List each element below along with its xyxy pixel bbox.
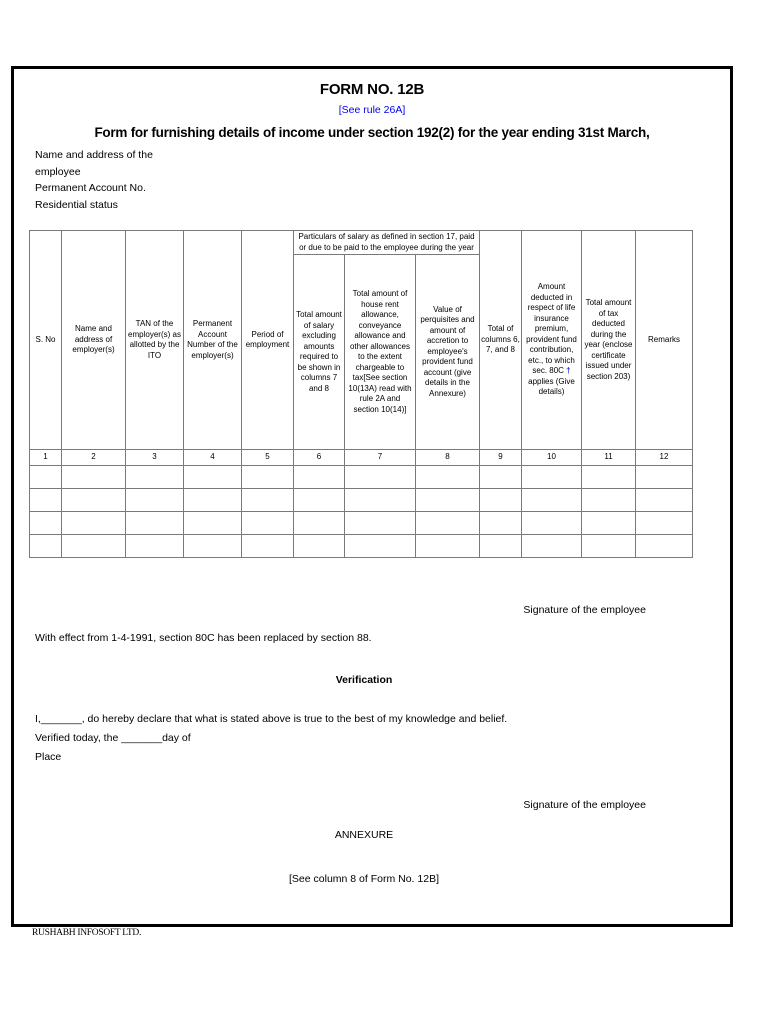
table-cell[interactable] bbox=[242, 466, 294, 489]
column-number-5: 5 bbox=[242, 450, 294, 466]
table-cell[interactable] bbox=[582, 512, 636, 535]
column-number-12: 12 bbox=[636, 450, 693, 466]
employee-detail-line: employee bbox=[35, 165, 81, 178]
employee-detail-line: Name and address of the bbox=[35, 149, 153, 161]
signature-label-bottom: Signature of the employee bbox=[523, 799, 646, 811]
column-number-1: 1 bbox=[30, 450, 62, 466]
table-cell[interactable] bbox=[582, 535, 636, 558]
table-cell[interactable] bbox=[345, 466, 416, 489]
table-cell[interactable] bbox=[242, 489, 294, 512]
table-cell[interactable] bbox=[480, 535, 522, 558]
column-number-2: 2 bbox=[62, 450, 126, 466]
company-footer: RUSHABH INFOSOFT LTD. bbox=[32, 928, 142, 938]
table-row bbox=[30, 489, 693, 512]
table-cell[interactable] bbox=[62, 512, 126, 535]
table-row bbox=[30, 535, 693, 558]
column-number-8: 8 bbox=[416, 450, 480, 466]
table-cell[interactable] bbox=[62, 489, 126, 512]
table-cell[interactable] bbox=[126, 512, 184, 535]
dagger-icon: † bbox=[566, 366, 571, 376]
column-header-10-text-a: Amount deducted in respect of life insurance premium, provident fund contribution, etc., to which sec. 80C bbox=[526, 282, 577, 376]
table-cell[interactable] bbox=[126, 535, 184, 558]
table-cell[interactable] bbox=[480, 489, 522, 512]
table-cell[interactable] bbox=[126, 466, 184, 489]
table-cell[interactable] bbox=[416, 489, 480, 512]
declaration-line: I,_______, do hereby declare that what is stated above is true to the best of my knowledge and belief. bbox=[35, 713, 508, 725]
table-span-header-row bbox=[30, 231, 693, 255]
column-header-2: Name and address of employer(s) bbox=[62, 231, 126, 450]
table-cell[interactable] bbox=[294, 489, 345, 512]
signature-label-top: Signature of the employee bbox=[523, 604, 646, 616]
table-cell[interactable] bbox=[62, 466, 126, 489]
table-cell[interactable] bbox=[30, 512, 62, 535]
table-cell[interactable] bbox=[636, 512, 693, 535]
column-number-11: 11 bbox=[582, 450, 636, 466]
table-cell[interactable] bbox=[30, 466, 62, 489]
column-number-7: 7 bbox=[345, 450, 416, 466]
particulars-of-salary-span-header: Particulars of salary as defined in section 17, paid or due to be paid to the employee during the year bbox=[294, 231, 480, 255]
column-header-1: S. No bbox=[30, 231, 62, 450]
column-header-3: TAN of the employer(s) as allotted by the ITO bbox=[126, 231, 184, 450]
table-cell[interactable] bbox=[345, 535, 416, 558]
table-cell[interactable] bbox=[184, 466, 242, 489]
employee-details-block bbox=[14, 147, 730, 213]
table-cell[interactable] bbox=[184, 535, 242, 558]
page-title: FORM NO. 12B bbox=[319, 81, 425, 98]
table-cell[interactable] bbox=[416, 512, 480, 535]
salary-table-wrapper bbox=[14, 230, 730, 558]
column-header-9: Total of columns 6, 7, and 8 bbox=[480, 231, 522, 450]
table-cell[interactable] bbox=[345, 489, 416, 512]
rule-reference: [See rule 26A] bbox=[338, 104, 406, 116]
table-cell[interactable] bbox=[480, 512, 522, 535]
table-cell[interactable] bbox=[636, 489, 693, 512]
table-cell[interactable] bbox=[522, 466, 582, 489]
table-cell[interactable] bbox=[184, 489, 242, 512]
table-empty-rows-body bbox=[30, 466, 693, 558]
document-body bbox=[14, 81, 730, 936]
column-header-11: Total amount of tax deducted during the year (enclose certificate issued under section 203) bbox=[582, 231, 636, 450]
table-cell[interactable] bbox=[294, 535, 345, 558]
table-cell[interactable] bbox=[30, 489, 62, 512]
column-number-10: 10 bbox=[522, 450, 582, 466]
salary-details-table bbox=[29, 230, 693, 558]
table-cell[interactable] bbox=[522, 512, 582, 535]
table-cell[interactable] bbox=[345, 512, 416, 535]
table-cell[interactable] bbox=[294, 512, 345, 535]
declaration-block bbox=[14, 710, 730, 767]
table-row bbox=[30, 512, 693, 535]
table-cell[interactable] bbox=[242, 512, 294, 535]
annexure-heading: ANNEXURE bbox=[334, 829, 394, 841]
verified-today-line: Verified today, the _______day of bbox=[35, 732, 191, 744]
column-header-5: Period of employment bbox=[242, 231, 294, 450]
table-cell[interactable] bbox=[294, 466, 345, 489]
table-cell[interactable] bbox=[522, 535, 582, 558]
employee-detail-line: Residential status bbox=[35, 198, 118, 211]
employee-detail-line: Permanent Account No. bbox=[35, 182, 146, 194]
table-cell[interactable] bbox=[126, 489, 184, 512]
table-cell[interactable] bbox=[522, 489, 582, 512]
table-cell[interactable] bbox=[416, 466, 480, 489]
table-cell[interactable] bbox=[62, 535, 126, 558]
table-cell[interactable] bbox=[242, 535, 294, 558]
column-header-10 bbox=[522, 231, 582, 450]
column-number-9: 9 bbox=[480, 450, 522, 466]
column-number-6: 6 bbox=[294, 450, 345, 466]
table-row bbox=[30, 466, 693, 489]
column-header-4: Permanent Account Number of the employer(s) bbox=[184, 231, 242, 450]
table-cell[interactable] bbox=[30, 535, 62, 558]
column-number-3: 3 bbox=[126, 450, 184, 466]
column-header-6: Total amount of salary excluding amounts required to be shown in columns 7 and 8 bbox=[294, 255, 345, 450]
document-page-frame bbox=[11, 66, 733, 927]
annexure-reference: [See column 8 of Form No. 12B] bbox=[289, 873, 439, 885]
column-header-12: Remarks bbox=[636, 231, 693, 450]
page-subtitle: Form for furnishing details of income under section 192(2) for the year ending 31st March, bbox=[94, 125, 650, 140]
table-cell[interactable] bbox=[636, 535, 693, 558]
section-80c-footnote: With effect from 1-4-1991, section 80C has been replaced by section 88. bbox=[35, 632, 372, 644]
table-cell[interactable] bbox=[582, 489, 636, 512]
table-cell[interactable] bbox=[636, 466, 693, 489]
column-header-7: Total amount of house rent allowance, conveyance allowance and other allowances to the extent chargeable to tax[See section 10(13A) read with rule 2A and section 10(14)] bbox=[345, 255, 416, 450]
column-header-10-text-b: applies (Give details) bbox=[528, 376, 575, 397]
place-line: Place bbox=[35, 751, 62, 763]
table-cell[interactable] bbox=[416, 535, 480, 558]
table-column-number-row bbox=[30, 450, 693, 466]
table-cell[interactable] bbox=[184, 512, 242, 535]
verification-heading: Verification bbox=[335, 674, 393, 686]
column-number-4: 4 bbox=[184, 450, 242, 466]
column-header-8: Value of perquisites and amount of accretion to employee's provident fund account (give details in the Annexure) bbox=[416, 255, 480, 450]
table-cell[interactable] bbox=[582, 466, 636, 489]
table-cell[interactable] bbox=[480, 466, 522, 489]
